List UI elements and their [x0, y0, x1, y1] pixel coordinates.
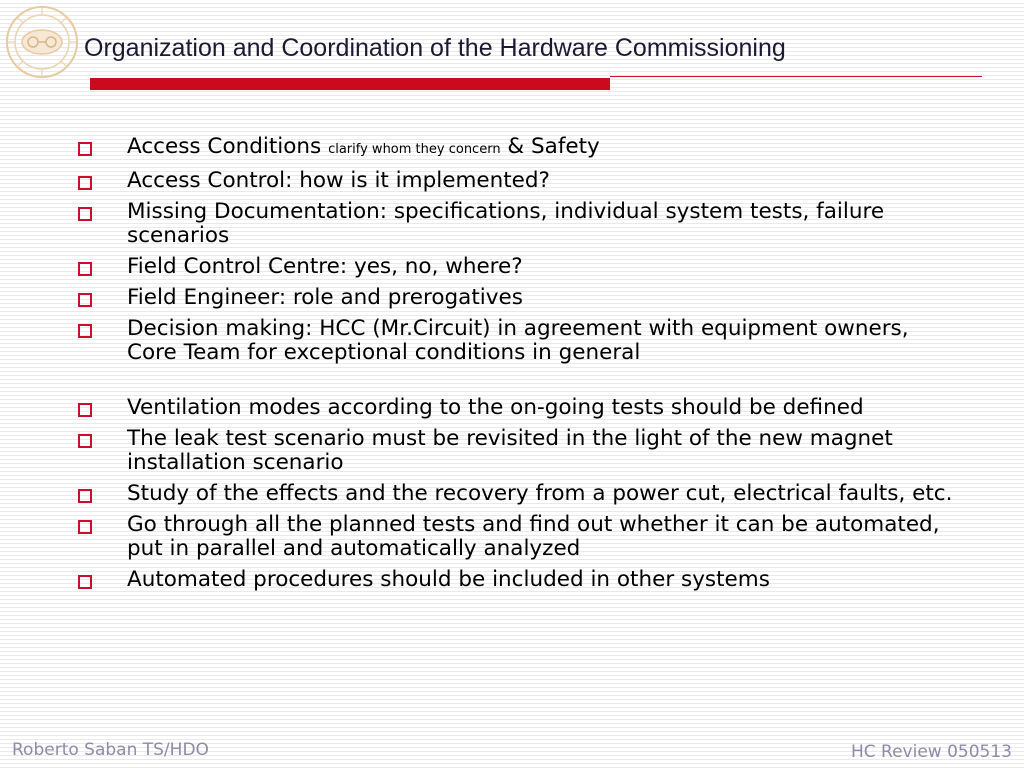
bullet-text: Ventilation modes according to the on-going tests should be defined	[127, 395, 864, 420]
bullet-item-leak-test	[0, 427, 1000, 475]
footer-author: Roberto Saban TS/HDO	[12, 740, 209, 760]
bullet-item-automated-procedures	[0, 568, 1000, 592]
bullet-item-field-control-centre	[0, 255, 1000, 279]
bullet-item-decision-making	[0, 317, 1000, 365]
bullet-square-icon	[78, 207, 92, 221]
bullet-text: Decision making: HCC (Mr.Circuit) in agreement with equipment owners, Core Team for exceptional conditions in general	[127, 316, 909, 365]
footer-event: HC Review 050513	[850, 742, 1012, 762]
bullet-item-ventilation-modes	[0, 396, 1000, 420]
bullet-square-icon	[78, 434, 92, 448]
cern-logo-icon	[4, 4, 80, 80]
title-accent-bar	[90, 78, 610, 90]
title-underline	[610, 76, 982, 77]
bullet-item-planned-tests	[0, 513, 1000, 561]
bullet-text: Field Engineer: role and prerogatives	[127, 285, 523, 310]
bullet-text: The leak test scenario must be revisited in the light of the new magnet installation scenario	[127, 426, 893, 475]
bullet-item-access-conditions	[0, 135, 1000, 162]
bullet-square-icon	[78, 176, 92, 190]
bullet-text: Automated procedures should be included in other systems	[127, 567, 770, 592]
bullet-small-text: clarify whom they concern	[328, 142, 501, 157]
bullet-square-icon	[78, 520, 92, 534]
bullet-item-access-control	[0, 169, 1000, 193]
slide-title: Organization and Coordination of the Hardware Commissioning	[84, 34, 786, 62]
bullet-text: Study of the effects and the recovery from a power cut, electrical faults, etc.	[127, 481, 953, 506]
bullet-item-missing-documentation	[0, 200, 1000, 248]
bullet-square-icon	[78, 403, 92, 417]
bullet-text: Access Control: how is it implemented?	[127, 168, 550, 193]
bullet-text: Field Control Centre: yes, no, where?	[127, 254, 523, 279]
bullet-text: Go through all the planned tests and find out whether it can be automated, put in parallel and automatically analyzed	[127, 512, 940, 561]
bullet-text: & Safety	[500, 134, 600, 159]
bullet-square-icon	[78, 489, 92, 503]
bullet-square-icon	[78, 575, 92, 589]
bullet-text: Access Conditions	[127, 134, 329, 159]
bullet-text: Missing Documentation: specifications, individual system tests, failure scenarios	[127, 199, 885, 248]
bullet-square-icon	[78, 142, 92, 156]
bullet-item-power-cut	[0, 482, 1000, 506]
bullet-item-field-engineer	[0, 286, 1000, 310]
bullet-square-icon	[78, 262, 92, 276]
bullet-square-icon	[78, 293, 92, 307]
bullet-square-icon	[78, 324, 92, 338]
bullet-list	[0, 135, 1000, 599]
